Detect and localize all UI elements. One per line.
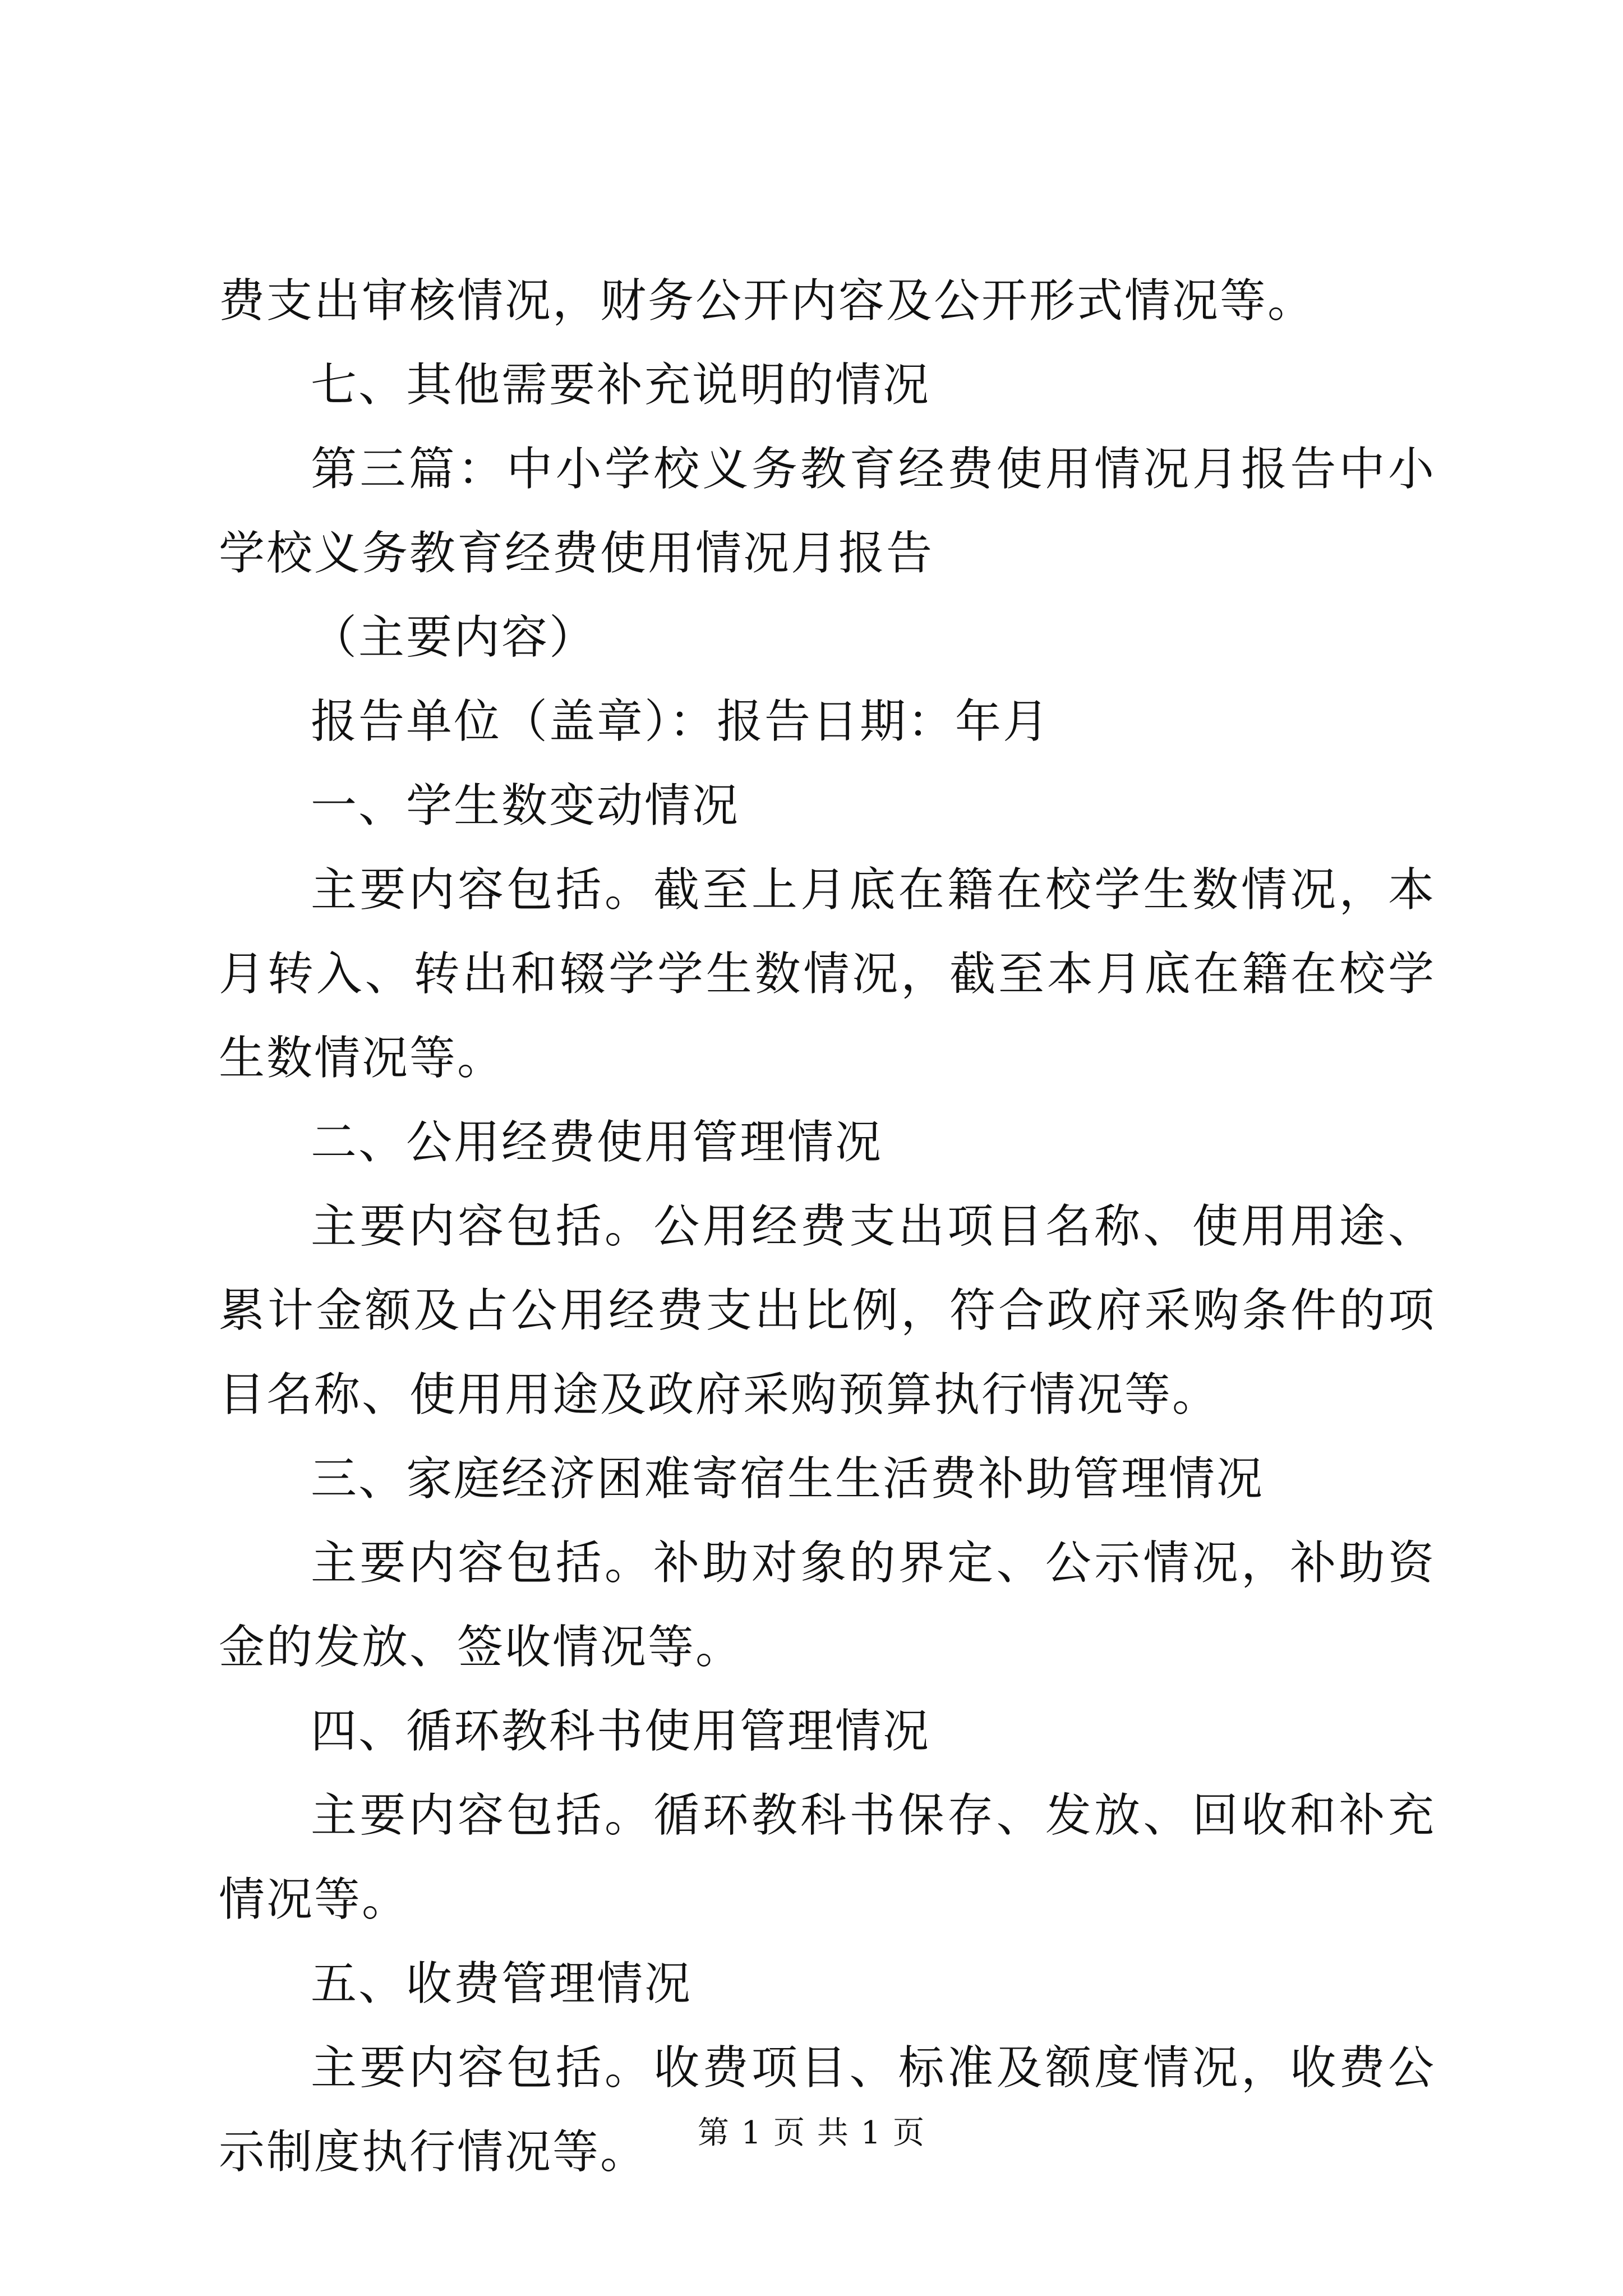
document-body: [219, 259, 1436, 2194]
heading-section-three: 三、家庭经济困难寄宿生生活费补助管理情况: [311, 1452, 1265, 1506]
page-number-footer: 第 1 页 共 1 页: [697, 2115, 926, 2151]
paragraph-section-five: 主要内容包括。收费项目、标准及额度情况，收费公示制度执行情况等。: [219, 2041, 1436, 2179]
heading-section-one: 一、学生数变动情况: [311, 779, 740, 832]
report-unit-date-line: 报告单位（盖章）：报告日期：年月: [311, 695, 1051, 748]
paragraph-continuation: 费支出审核情况，财务公开内容及公开形式情况等。: [219, 274, 1316, 328]
heading-part-three-title: 第三篇：中小学校义务教育经费使用情况月报告中小学校义务教育经费使用情况月报告: [219, 443, 1436, 580]
paragraph-section-one: 主要内容包括。截至上月底在籍在校学生数情况，本月转入、转出和辍学学生数情况，截至本月底在籍在校学生数情况等。: [219, 863, 1436, 1085]
heading-section-seven: 七、其他需要补充说明的情况: [311, 358, 931, 412]
subtitle-main-content: （主要内容）: [311, 611, 597, 664]
heading-section-four: 四、循环教科书使用管理情况: [311, 1705, 931, 1758]
paragraph-section-three: 主要内容包括。补助对象的界定、公示情况，补助资金的发放、签收情况等。: [219, 1536, 1436, 1674]
paragraph-section-four: 主要内容包括。循环教科书保存、发放、回收和补充情况等。: [219, 1789, 1436, 1926]
paragraph-section-two: 主要内容包括。公用经费支出项目名称、使用用途、累计金额及占公用经费支出比例，符合政府采购条件的项目名称、使用用途及政府采购预算执行情况等。: [219, 1200, 1436, 1421]
heading-section-five: 五、收费管理情况: [311, 1957, 693, 2010]
heading-section-two: 二、公用经费使用管理情况: [311, 1116, 883, 1169]
